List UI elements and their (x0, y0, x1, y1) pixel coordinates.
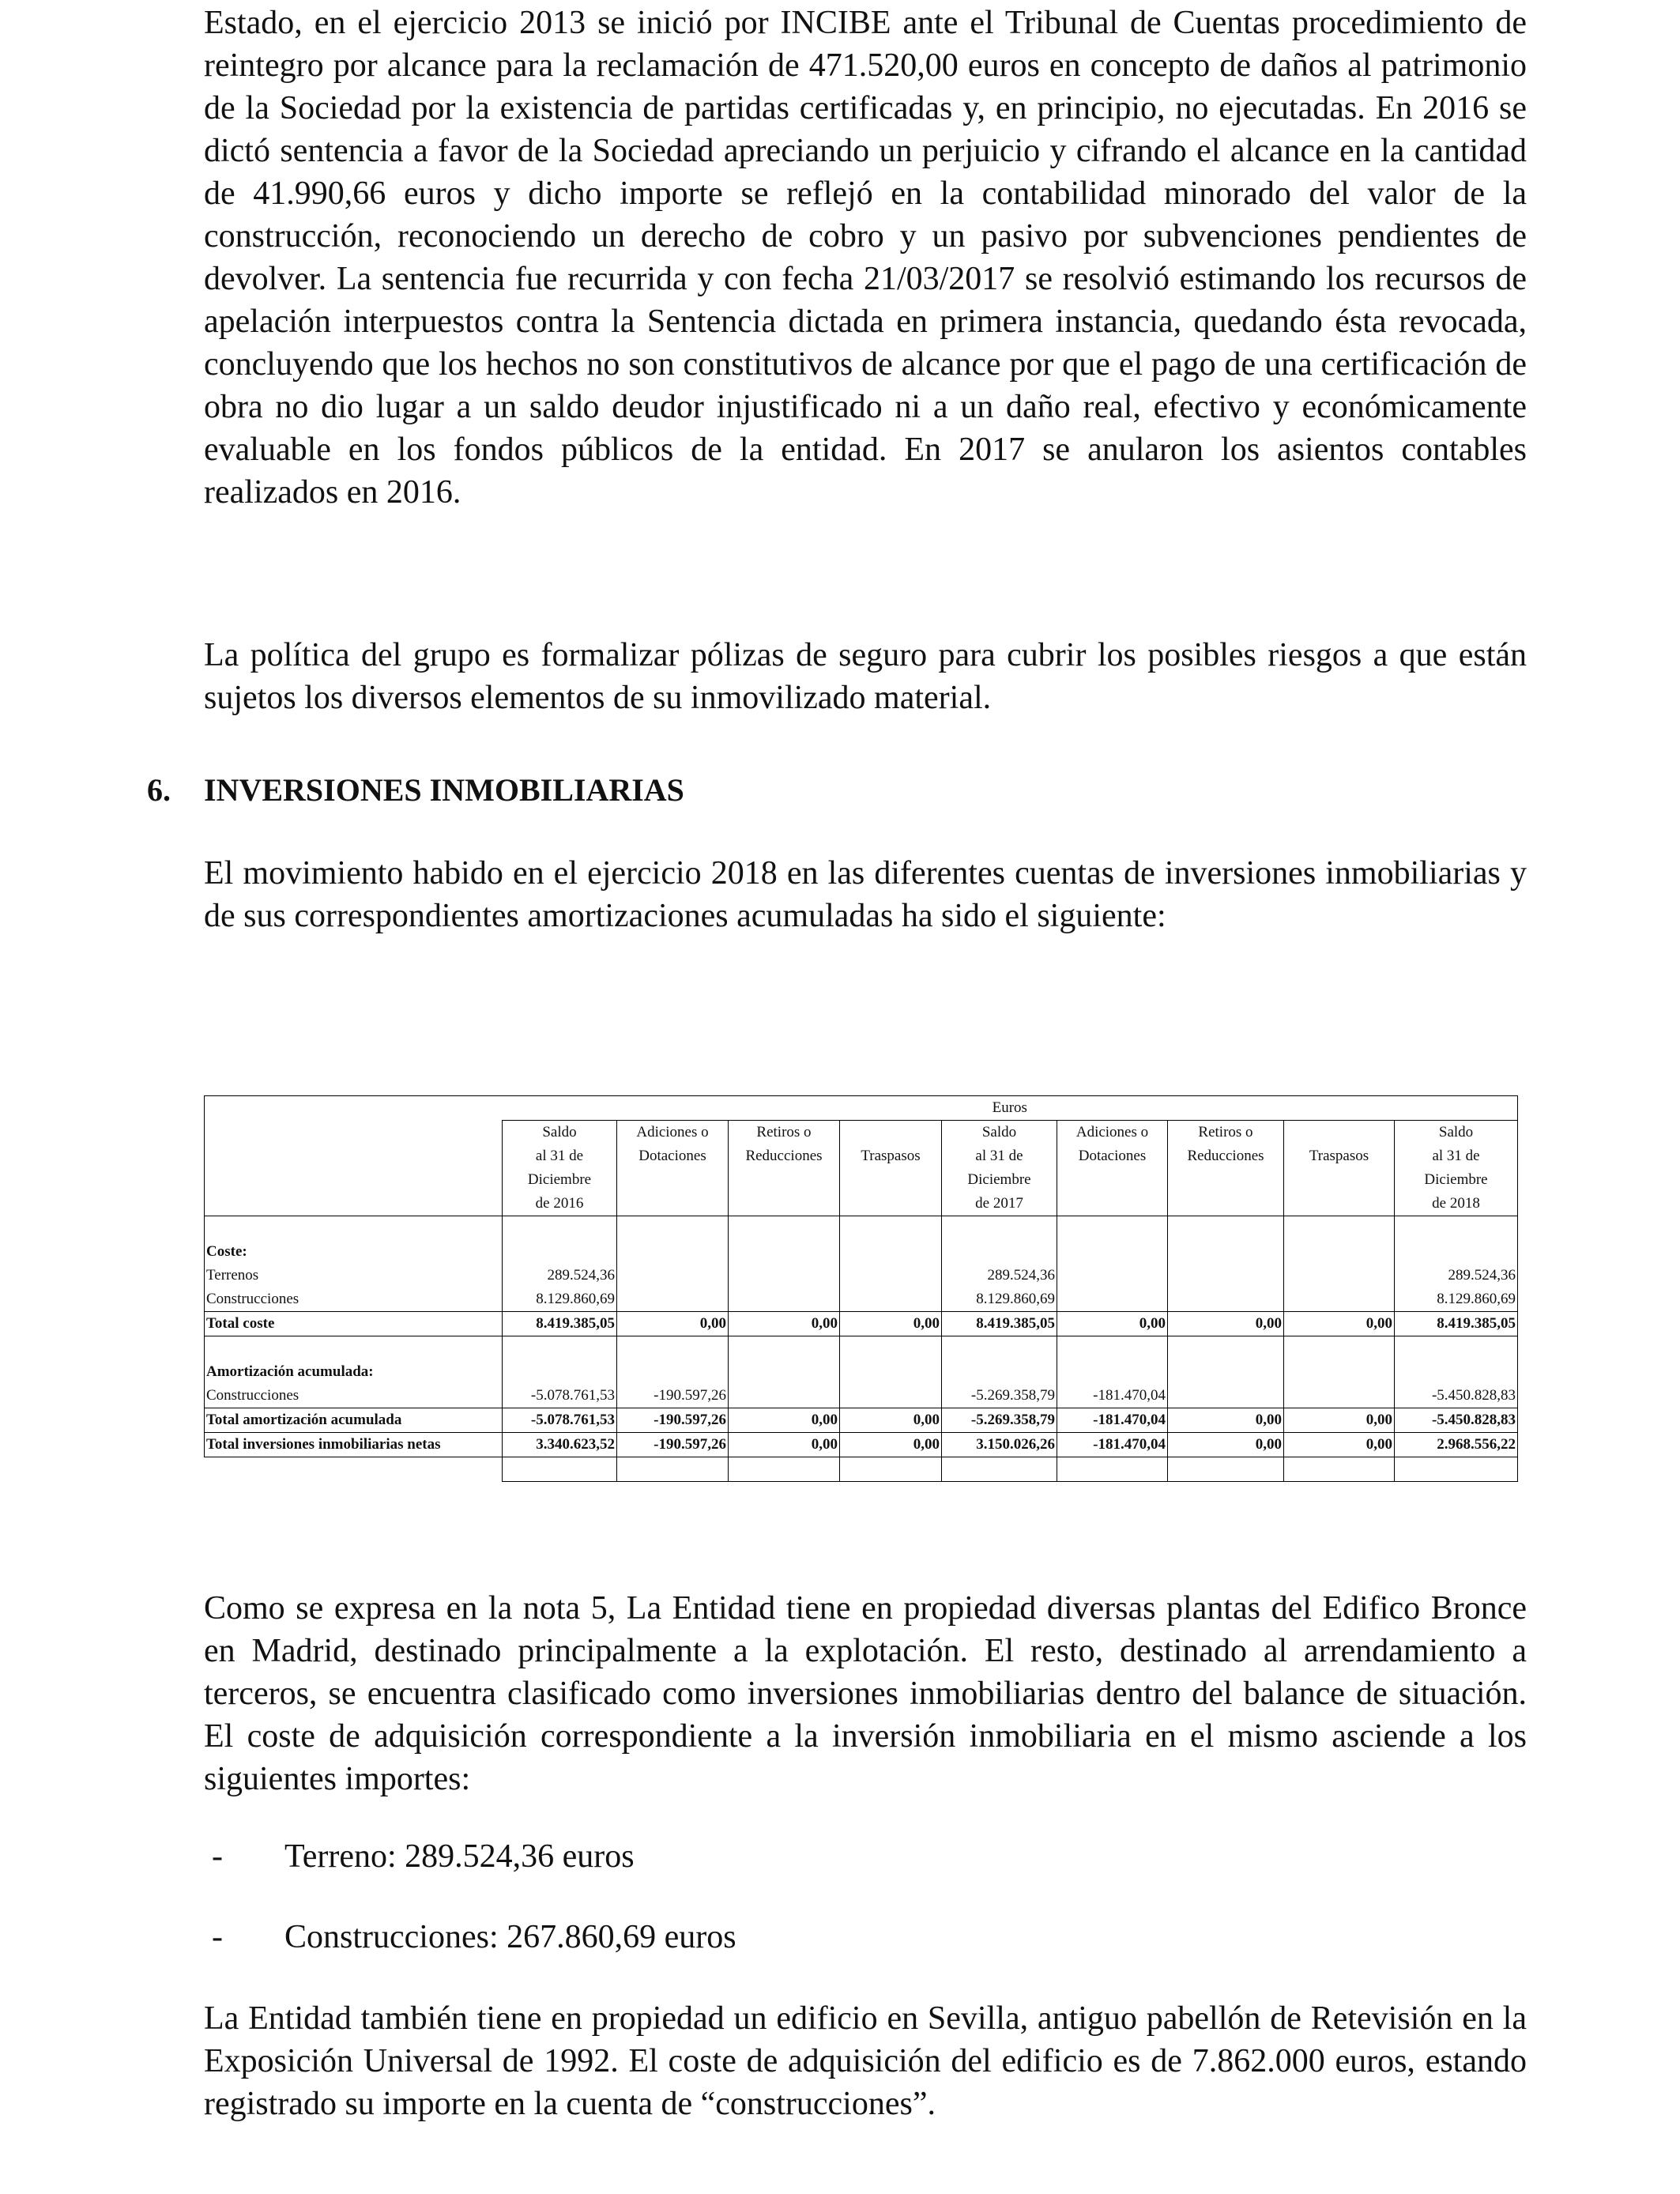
value-cell: -181.470,04 (1057, 1433, 1168, 1457)
value-cell (617, 1287, 729, 1312)
value-cell: 0,00 (1284, 1433, 1395, 1457)
column-header (1057, 1192, 1168, 1216)
value-cell: 289.524,36 (503, 1264, 617, 1287)
table-row (205, 1096, 1518, 1121)
insurance-paragraph: La política del grupo es formalizar pólizas de seguro para cubrir los posibles riesgos a que están sujetos los diversos elementos de su inmovilizado material. (204, 637, 1527, 716)
table-cell (840, 1240, 942, 1264)
table-cell (1395, 1360, 1518, 1384)
table-row (205, 1264, 1518, 1287)
value-cell (1168, 1287, 1284, 1312)
table-cell (1057, 1336, 1168, 1361)
value-cell (617, 1264, 729, 1287)
row-label: Construcciones (205, 1384, 503, 1408)
column-header (1284, 1192, 1395, 1216)
table-cell (942, 1457, 1057, 1482)
table-cell (1395, 1240, 1518, 1264)
row-label: Construcciones (205, 1287, 503, 1312)
financial-table (204, 1095, 1518, 1482)
column-header: Diciembre (1395, 1168, 1518, 1192)
table-cell (503, 1240, 617, 1264)
value-cell: -190.597,26 (617, 1384, 729, 1408)
column-header: de 2018 (1395, 1192, 1518, 1216)
value-cell (1168, 1384, 1284, 1408)
column-header (729, 1192, 840, 1216)
value-cell: 289.524,36 (942, 1264, 1057, 1287)
table-cell (1284, 1240, 1395, 1264)
table-cell (1057, 1216, 1168, 1241)
value-cell: 0,00 (1284, 1408, 1395, 1433)
table-cell (1168, 1336, 1284, 1361)
value-cell (1057, 1287, 1168, 1312)
column-header (1284, 1168, 1395, 1192)
value-cell: -181.470,04 (1057, 1408, 1168, 1433)
column-header: Traspasos (840, 1144, 942, 1168)
value-cell: -5.450.828,83 (1395, 1408, 1518, 1433)
table-cell (1057, 1360, 1168, 1384)
value-cell: 0,00 (1057, 1312, 1168, 1336)
list-item (212, 1835, 635, 1878)
value-cell (1057, 1264, 1168, 1287)
table-cell (840, 1336, 942, 1361)
value-cell: 289.524,36 (1395, 1264, 1518, 1287)
bullet-dash: - (212, 1838, 223, 1875)
value-cell: -5.269.358,79 (942, 1384, 1057, 1408)
table-cell (617, 1360, 729, 1384)
table-cell (503, 1360, 617, 1384)
column-header: Adiciones o (617, 1121, 729, 1145)
value-cell: 3.340.623,52 (503, 1433, 617, 1457)
table-row (205, 1360, 1518, 1384)
column-header: de 2017 (942, 1192, 1057, 1216)
column-header: al 31 de (503, 1144, 617, 1168)
table-cell (729, 1336, 840, 1361)
value-cell: -5.269.358,79 (942, 1408, 1057, 1433)
value-cell (1284, 1287, 1395, 1312)
value-cell: -5.078.761,53 (503, 1384, 617, 1408)
value-cell (729, 1384, 840, 1408)
column-header (1284, 1121, 1395, 1145)
table-cell (729, 1216, 840, 1241)
table-cell (1057, 1240, 1168, 1264)
value-cell (840, 1384, 942, 1408)
column-header: Traspasos (1284, 1144, 1395, 1168)
table-row (205, 1336, 1518, 1361)
value-cell: -5.078.761,53 (503, 1408, 617, 1433)
column-header: de 2016 (503, 1192, 617, 1216)
table-row (205, 1144, 1518, 1168)
table-cell (1395, 1216, 1518, 1241)
table-row (205, 1312, 1518, 1336)
column-header (729, 1168, 840, 1192)
table-row (205, 1287, 1518, 1312)
value-cell: 0,00 (1168, 1312, 1284, 1336)
table-cell (840, 1457, 942, 1482)
value-cell (729, 1287, 840, 1312)
table-cell (942, 1336, 1057, 1361)
table-cell (617, 1457, 729, 1482)
row-label: Total amortización acumulada (205, 1408, 503, 1433)
value-cell: -181.470,04 (1057, 1384, 1168, 1408)
column-header: Reducciones (1168, 1144, 1284, 1168)
column-header: Saldo (503, 1121, 617, 1145)
row-label: Amortización acumulada: (205, 1360, 503, 1384)
column-header: al 31 de (1395, 1144, 1518, 1168)
table-cell (1284, 1360, 1395, 1384)
value-cell: 0,00 (729, 1408, 840, 1433)
bullet-text: Terreno: 289.524,36 euros (284, 1838, 635, 1875)
table-row (205, 1192, 1518, 1216)
row-label: Coste: (205, 1240, 503, 1264)
value-cell: 8.129.860,69 (503, 1287, 617, 1312)
column-header (617, 1192, 729, 1216)
table-cell (1395, 1457, 1518, 1482)
table-cell (942, 1360, 1057, 1384)
column-header: Retiros o (1168, 1121, 1284, 1145)
value-cell: -5.450.828,83 (1395, 1384, 1518, 1408)
value-cell: 8.419.385,05 (503, 1312, 617, 1336)
column-header (840, 1168, 942, 1192)
column-header: Reducciones (729, 1144, 840, 1168)
table-cell (205, 1457, 503, 1482)
column-header: Dotaciones (617, 1144, 729, 1168)
value-cell (840, 1287, 942, 1312)
value-cell: 8.419.385,05 (1395, 1312, 1518, 1336)
value-cell: 0,00 (617, 1312, 729, 1336)
value-cell (1168, 1264, 1284, 1287)
table-row (205, 1216, 1518, 1241)
column-header (840, 1192, 942, 1216)
value-cell (1284, 1264, 1395, 1287)
table-cell (205, 1168, 503, 1192)
bullet-dash: - (212, 1919, 223, 1955)
value-cell: 0,00 (840, 1312, 942, 1336)
value-cell: -190.597,26 (617, 1408, 729, 1433)
table-cell (942, 1216, 1057, 1241)
table-cell (205, 1192, 503, 1216)
table-cell (840, 1360, 942, 1384)
table-row (205, 1240, 1518, 1264)
column-header: Saldo (942, 1121, 1057, 1145)
table-row (205, 1457, 1518, 1482)
section-heading (147, 771, 684, 809)
table-cell (1284, 1457, 1395, 1482)
table-cell (1284, 1216, 1395, 1241)
investment-table (204, 1095, 1517, 1465)
column-header: Retiros o (729, 1121, 840, 1145)
section-title: INVERSIONES INMOBILIARIAS (204, 772, 684, 808)
value-cell: 8.419.385,05 (942, 1312, 1057, 1336)
row-label: Total coste (205, 1312, 503, 1336)
table-row (205, 1384, 1518, 1408)
value-cell (1284, 1384, 1395, 1408)
table-cell (1168, 1216, 1284, 1241)
row-label: Terrenos (205, 1264, 503, 1287)
table-cell (729, 1240, 840, 1264)
table-cell (1168, 1457, 1284, 1482)
value-cell: 0,00 (729, 1312, 840, 1336)
column-header: al 31 de (942, 1144, 1057, 1168)
column-header: Saldo (1395, 1121, 1518, 1145)
value-cell: 0,00 (840, 1408, 942, 1433)
sevilla-paragraph: La Entidad también tiene en propiedad un edificio en Sevilla, antiguo pabellón de Retevisión en la Exposición Universal de 1992. El coste de adquisición del edificio es de 7.862.000 euros, estando registrado su importe en la cuenta de “construcciones”. (204, 2000, 1527, 2122)
table-cell (1395, 1336, 1518, 1361)
value-cell (840, 1264, 942, 1287)
value-cell: 3.150.026,26 (942, 1433, 1057, 1457)
movement-paragraph: El movimiento habido en el ejercicio 2018 en las diferentes cuentas de inversiones inmobiliarias y de sus correspondientes amortizaciones acumuladas ha sido el siguiente: (204, 855, 1527, 934)
table-cell (205, 1216, 503, 1241)
column-header: Adiciones o (1057, 1121, 1168, 1145)
table-cell (617, 1336, 729, 1361)
table-cell (617, 1240, 729, 1264)
column-header: Diciembre (503, 1168, 617, 1192)
value-cell: 0,00 (1284, 1312, 1395, 1336)
table-cell (942, 1240, 1057, 1264)
table-cell (729, 1360, 840, 1384)
value-cell: 0,00 (1168, 1433, 1284, 1457)
table-cell (1284, 1336, 1395, 1361)
table-row (205, 1408, 1518, 1433)
value-cell: 8.129.860,69 (1395, 1287, 1518, 1312)
table-cell (617, 1216, 729, 1241)
value-cell: 0,00 (729, 1433, 840, 1457)
column-header (1057, 1168, 1168, 1192)
table-cell (1057, 1457, 1168, 1482)
value-cell: 2.968.556,22 (1395, 1433, 1518, 1457)
column-header (1168, 1192, 1284, 1216)
column-header: Dotaciones (1057, 1144, 1168, 1168)
value-cell: 0,00 (1168, 1408, 1284, 1433)
list-item (212, 1916, 736, 1958)
bronce-paragraph: Como se expresa en la nota 5, La Entidad tiene en propiedad diversas plantas del Edifico Bronce en Madrid, destinado principalmente a la explotación. El resto, destinado al arrendamiento a terceros, se encuentra clasificado como inversiones inmobiliarias dentro del balance de situación. El coste de adquisición correspondiente a la inversión inmobiliaria en el mismo asciende a los siguientes importes: (204, 1590, 1527, 1797)
column-header (1168, 1168, 1284, 1192)
column-header (617, 1168, 729, 1192)
table-cell (205, 1121, 503, 1145)
table-row (205, 1168, 1518, 1192)
value-cell: 8.129.860,69 (942, 1287, 1057, 1312)
table-cell (205, 1336, 503, 1361)
table-cell (1168, 1240, 1284, 1264)
column-header: Diciembre (942, 1168, 1057, 1192)
table-cell (205, 1144, 503, 1168)
value-cell: -190.597,26 (617, 1433, 729, 1457)
intro-paragraph: Estado, en el ejercicio 2013 se inició por INCIBE ante el Tribunal de Cuentas procedimiento de reintegro por alcance para la reclamación de 471.520,00 euros en concepto de daños al patrimonio de la Sociedad por la existencia de partidas certificadas y, en principio, no ejecutadas. En 2016 se dictó sentencia a favor de la Sociedad apreciando un perjuicio y cifrando el alcance en la cantidad de 41.990,66 euros y dicho importe se reflejó en la contabilidad minorado del valor de la construcción, reconociendo un derecho de cobro y un pasivo por subvenciones pendientes de devolver. La sentencia fue recurrida y con fecha 21/03/2017 se resolvió estimando los recursos de apelación interpuestos contra la Sentencia dictada en primera instancia, quedando ésta revocada, concluyendo que los hechos no son constitutivos de alcance por que el pago de una certificación de obra no dio lugar a un saldo deudor injustificado ni a un daño real, efectivo y económicamente evaluable en los fondos públicos de la entidad. En 2017 se anularon los asientos contables realizados en 2016. (204, 5, 1527, 511)
column-header (840, 1121, 942, 1145)
table-cell (729, 1457, 840, 1482)
currency-header: Euros (503, 1096, 1518, 1121)
table-cell (1168, 1360, 1284, 1384)
row-label: Total inversiones inmobiliarias netas (205, 1433, 503, 1457)
table-cell (503, 1336, 617, 1361)
value-cell: 0,00 (840, 1433, 942, 1457)
table-cell (503, 1457, 617, 1482)
section-number: 6. (147, 772, 171, 808)
table-row (205, 1121, 1518, 1145)
table-cell (840, 1216, 942, 1241)
table-row (205, 1433, 1518, 1457)
bullet-text: Construcciones: 267.860,69 euros (284, 1919, 736, 1955)
table-cell (205, 1096, 503, 1121)
value-cell (729, 1264, 840, 1287)
table-cell (503, 1216, 617, 1241)
